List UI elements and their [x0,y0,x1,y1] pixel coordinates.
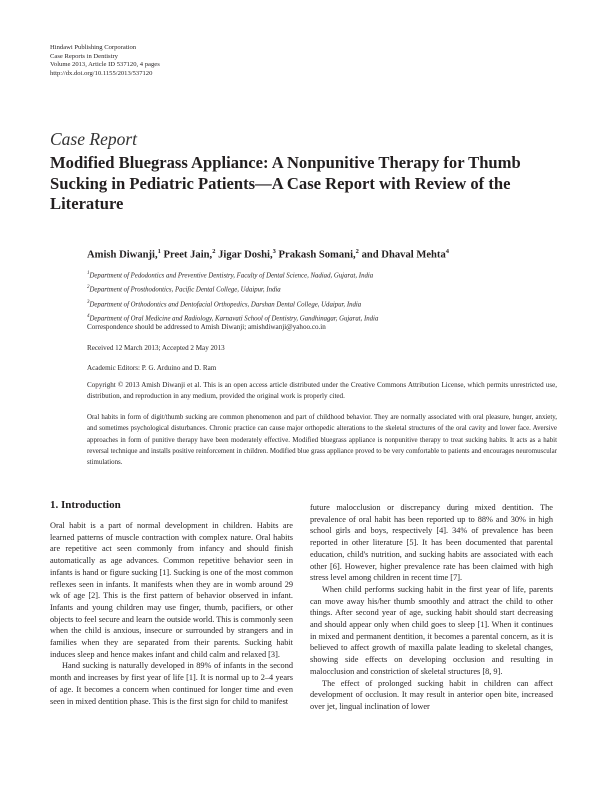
copyright-notice: Copyright © 2013 Amish Diwanji et al. This is an open access article distributed under the Creative Commons Attribution License, which permits unrestricted use, distribution, and reproduction in any medium, provided the original work is properly cited. [87,381,557,400]
body-paragraph: future malocclusion or discrepancy during mixed dentition. The prevalence of oral habit has been reported up to 88% and 30% in high school girls and boys, respectively [4]. 34% of prevalence has been reported in other literature [5]. It has been documented that parental education, child's nutrition, and sucking habits are associated with each other [6]. However, higher prevalence rate has been claimed with high stress level among children in recent time [7]. [310,503,553,583]
author-affiliation-mark: 4 [445,248,449,255]
affiliation-item: $^4$Department of Oral Medicine and Radiology, Karnavati School of Dentistry, Gandhinagar, Gujarat, India [87,314,379,323]
affiliation-list [87,268,378,326]
affiliation-item: $^2$Department of Prosthodontics, Pacific Dental College, Udaipur, India [87,285,281,294]
author-affiliation-mark: 2 [212,248,216,255]
author-name: Amish Diwanji, [87,249,158,261]
correspondence-note: Correspondence should be addressed to Amish Diwanji; amishdiwanji@yahoo.co.in [87,323,326,331]
journal-name: Case Reports in Dentistry [50,52,118,60]
article-type: Case Report [50,129,138,149]
article-title: Modified Bluegrass Appliance: A Nonpunitive Therapy for Thumb Sucking in Pediatric Patients—A Case Report with Review of the Literature [50,153,521,213]
author-name: Preet Jain, [163,249,213,261]
publisher-name: Hindawi Publishing Corporation [50,44,137,51]
academic-editors: Academic Editors: P. G. Arduino and D. Ram [87,364,217,372]
volume-info: Volume 2013, Article ID 537120, 4 pages [50,61,160,69]
received-accepted-dates: Received 12 March 2013; Accepted 2 May 2013 [87,344,225,352]
body-paragraph: Hand sucking is naturally developed in 89% of infants in the second month and increases by first year of life [1]. It is normal up to 2–4 years of age. It becomes a concern when continued for longer time and even seen in mixed dentition phase. This is the first sign for child to manifest [50,661,293,706]
affiliation-item: $^3$Department of Orthodontics and Dentofacial Orthopedics, Darshan Dental College, Udaipur, India [87,299,362,309]
body-column-right [310,502,553,713]
body-paragraph: When child performs sucking habit in the first year of life, parents can move away his/her thumb smoothly and attract the child to other things. After second year of age, sucking habit should start decreasing and should appear only when child goes to sleep [1]. When it continues in mixed and permanent dentition, it becomes a parental concern, as it is believed to affect growth of maxilla palate leading to skeletal changes, showing side effects on developing occlusion and resulting in malocclusion and constriction of skeletal structures [8, 9]. [310,584,553,676]
author-affiliation-mark: 3 [272,248,276,255]
author-affiliation-mark: 2 [355,248,359,255]
author-affiliation-mark: 1 [157,248,161,255]
section-heading-introduction: 1. Introduction [50,499,121,511]
abstract-text: Oral habits in form of digit/thumb sucking are common phenomenon and part of childhood behavior. They are normally associated with oral pleasure, hunger, anxiety, and sometimes psychological disturbances. Chronic practice can cause major orthopedic alterations to the skeletal structures of the oral cavity and lower face. Aversive approaches in form of punitive therapy have been moderately effective. Modified bluegrass appliance is nonpunitive therapy to treat sucking habits. It acts as a habit reversal technique and installs positive reinforcement in children. Modified blue grass appliance proved to be very comfortable to patients and encourages neuromuscular stimulations. [87,414,557,467]
body-paragraph: The effect of prolonged sucking habit in children can affect development of occlusion. It may result in anterior open bite, increased over jet, lingual inclination of lower [310,678,553,711]
author-name: and Dhaval Mehta [361,249,446,261]
author-name: Jigar Doshi, [218,249,273,261]
journal-header [50,44,160,78]
doi-link[interactable]: http://dx.doi.org/10.1155/2013/537120 [50,69,153,77]
body-column-left [50,520,293,707]
author-list [87,248,449,261]
body-paragraph: Oral habit is a part of normal development in children. Habits are learned patterns of muscle contraction with complex nature. Oral habits are repetitive act seen commonly from infancy and should finish automatically as age advances. Common repetitive behavior seen in infants is hand or figure sucking [1]. Sucking is one of the most common reflexes seen in infants. It manifests when they are in womb around 29 wk of age [2]. This is the first pattern of behavior observed in infant. Infants and young children may use finger, thumb, pacifiers, or other objects to feel secure and learn the outside world. This is commonly seen when the child is anxious, insecure or surrounded by strangers and in families when they are separated from their parents. Sucking habit induces sleep and hence makes infant and child calm and relaxed [3]. [50,521,293,659]
affiliation-item: $^1$Department of Pedodontics and Preventive Dentistry, Faculty of Dental Science, Nadiad, Gujarat, India [87,271,374,280]
author-name: Prakash Somani, [278,249,356,261]
